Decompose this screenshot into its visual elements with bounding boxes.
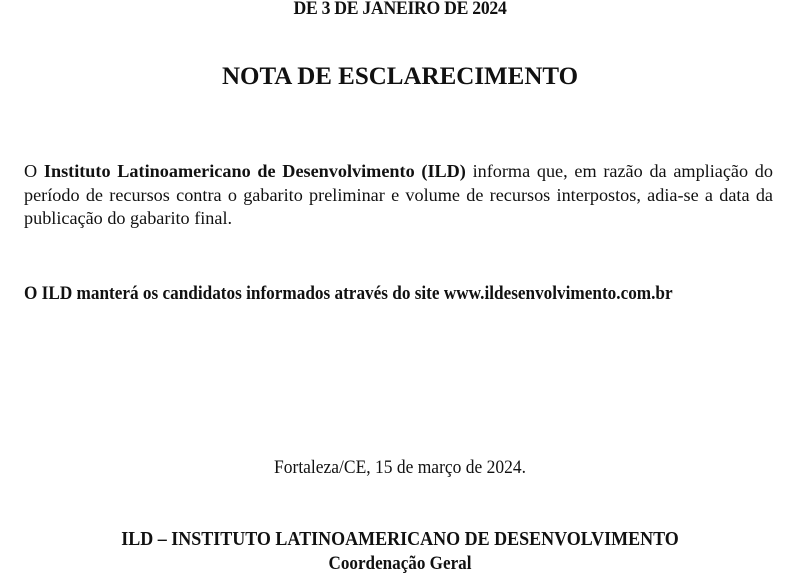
signature-department: Coordenação Geral bbox=[328, 553, 472, 574]
website-notice: O ILD manterá os candidatos informados através do site www.ildesenvolvimento.com.br bbox=[24, 283, 673, 304]
paragraph-body: informa que, em razão da ampliação do período de recursos contra o gabarito preliminar e volume de recursos interpostos, adia-se a data da publicação do gabarito final. bbox=[24, 161, 773, 228]
document-title: NOTA DE ESCLARECIMENTO bbox=[221, 63, 579, 90]
place-and-date: Fortaleza/CE, 15 de março de 2024. bbox=[274, 457, 526, 478]
clarification-paragraph bbox=[24, 160, 773, 231]
signature-organization: ILD – INSTITUTO LATINOAMERICANO DE DESENVOLVIMENTO bbox=[121, 528, 679, 550]
paragraph-prefix: O bbox=[24, 161, 44, 181]
institute-name: Instituto Latinoamericano de Desenvolvimento (ILD) bbox=[43, 161, 466, 181]
header-date: DE 3 DE JANEIRO DE 2024 bbox=[293, 0, 507, 19]
